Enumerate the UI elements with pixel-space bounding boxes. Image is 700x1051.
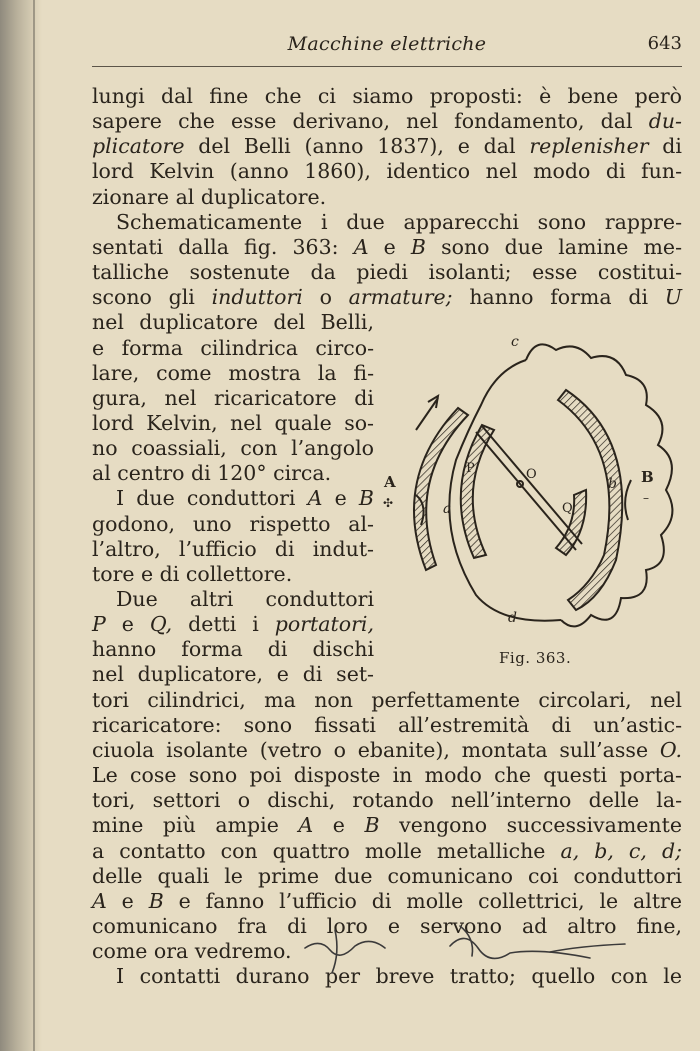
text-run: e forma cilindrica circo- (92, 335, 374, 360)
insulating-rod (476, 432, 576, 550)
text-line (92, 84, 682, 108)
text-run: ricaricatore: sono fissati all’estremità di un’astic- (92, 712, 682, 737)
italic-text: replenisher (529, 134, 649, 159)
text-line (92, 788, 682, 812)
text-run: I contatti durano per breve tratto; quello con le (116, 964, 682, 989)
text-line (92, 185, 682, 209)
small-arrow-A: ✣ (383, 496, 394, 510)
italic-text: B (358, 486, 374, 511)
text-line (92, 537, 374, 561)
text-line (92, 235, 682, 259)
text-run: nel duplicatore, e di set- (92, 662, 374, 687)
italic-text: P (92, 612, 106, 637)
binding-edge (33, 0, 35, 1051)
text-run: detti i (172, 612, 275, 637)
text-line (92, 763, 682, 787)
italic-text: B (148, 888, 164, 913)
text-run: sentati dalla fig. 363: (92, 234, 354, 259)
text-run: e (322, 486, 359, 511)
text-run: tore e di collettore. (92, 561, 293, 586)
figure-caption: Fig. 363. (499, 649, 572, 667)
text-line (92, 662, 374, 686)
text-run: e fanno l’ufficio di molle collettrici, le altre (163, 888, 682, 913)
text-line (92, 159, 682, 183)
text-run: talliche sostenute da piedi isolanti; esse costitui- (92, 260, 682, 285)
carrier-P (461, 425, 494, 558)
label-O: O (526, 467, 537, 482)
running-header (92, 33, 682, 63)
armature-A (414, 408, 468, 570)
small-dash-B: – (643, 491, 649, 505)
figure-363-diagram (376, 330, 696, 640)
label-a: a (443, 501, 452, 517)
text-run: e (105, 612, 150, 637)
italic-text: a, b, c, d; (560, 838, 682, 863)
text-run: di (648, 134, 682, 159)
text-line (92, 210, 682, 234)
italic-text: Q, (149, 612, 173, 637)
text-run: zionare al duplicatore. (92, 184, 327, 209)
text-line (92, 310, 374, 334)
text-run: e (368, 234, 411, 259)
text-run: Le cose sono poi disposte in modo che questi porta- (92, 763, 682, 788)
text-run: del Belli (anno 1837), e dal (184, 134, 530, 159)
spring-b (625, 480, 631, 520)
label-B: B (641, 468, 654, 486)
page-number: 643 (647, 33, 682, 54)
text-run: lord Kelvin (anno 1860), identico nel modo di fun- (92, 159, 682, 184)
text-line (92, 386, 374, 410)
text-line (92, 134, 682, 158)
italic-text: A (307, 486, 323, 511)
text-run: ciuola isolante (vetro o ebanite), montata sull’asse (92, 737, 660, 762)
text-run: sapere che esse derivano, nel fondamento, dal (92, 109, 649, 134)
text-run: l’altro, l’ufficio di indut- (92, 536, 374, 561)
text-line (92, 260, 682, 284)
italic-text: portatori, (274, 612, 374, 637)
text-line (92, 889, 682, 913)
italic-text: B (410, 234, 426, 259)
italic-text: A (353, 234, 369, 259)
running-title: Macchine elettriche (287, 33, 487, 55)
label-A: A (384, 473, 396, 491)
header-rule (92, 66, 682, 67)
italic-text: B (364, 813, 380, 838)
text-line (92, 436, 374, 460)
text-line (92, 486, 374, 510)
text-run: nel duplicatore del Belli, (92, 310, 374, 335)
text-line (92, 713, 682, 737)
label-P: P (466, 461, 475, 476)
text-run: come ora vedremo. (92, 939, 292, 964)
text-run: hanno forma di dischi (92, 637, 374, 662)
text-line (92, 361, 374, 385)
italic-text: plicatore (92, 134, 185, 159)
text-line (92, 637, 374, 661)
text-line (92, 612, 374, 636)
text-line (92, 813, 682, 837)
text-run: delle quali le prime due comunicano coi conduttori (92, 863, 682, 888)
text-run: lungi dal fine che ci siamo proposti: è bene però (92, 84, 682, 108)
text-run: sono due lamine me- (425, 234, 682, 259)
text-run: hanno forma di (452, 285, 665, 310)
italic-text: O. (659, 737, 682, 762)
text-line (92, 411, 374, 435)
text-run: al centro di 120° circa. (92, 461, 332, 486)
text-line (92, 562, 374, 586)
text-line (92, 512, 374, 536)
text-line (92, 738, 682, 762)
text-line (92, 285, 682, 309)
book-gutter-shadow (0, 0, 42, 1051)
label-Q: Q (562, 501, 573, 516)
text-run: lare, come mostra la fi- (92, 360, 374, 385)
text-run: vengono successivamente (379, 813, 683, 838)
text-run: e (313, 813, 365, 838)
label-b: b (608, 476, 617, 492)
text-run: no coassiali, con l’angolo (92, 436, 374, 461)
text-run: tori cilindrici, ma non perfettamente circolari, nel (92, 687, 682, 712)
text-run: I due conduttori (116, 486, 308, 511)
text-run: a contatto con quattro molle metalliche (92, 838, 561, 863)
text-run: Due altri conduttori (116, 587, 374, 611)
italic-text: armature; (348, 285, 453, 310)
text-run: mine più ampie (92, 813, 299, 838)
text-line (92, 688, 682, 712)
text-line (92, 336, 374, 360)
italic-text: du- (648, 109, 682, 134)
text-line (92, 587, 374, 611)
text-run: gura, nel ricaricatore di (92, 385, 374, 410)
text-run: comunicano fra di loro e servono ad altro fine, (92, 913, 682, 938)
text-line (92, 109, 682, 133)
label-c: c (511, 334, 519, 350)
text-run: scono gli (92, 285, 212, 310)
text-run: o (302, 285, 349, 310)
italic-text: A (298, 813, 314, 838)
text-run: Schematicamente i due apparecchi sono rappre- (116, 209, 682, 234)
text-run: tori, settori o dischi, rotando nell’interno delle la- (92, 788, 682, 813)
armature-B (558, 390, 622, 610)
text-line (92, 461, 374, 485)
text-line (92, 864, 682, 888)
text-line (92, 839, 682, 863)
italic-text: U (664, 285, 682, 310)
italic-text: induttori (211, 285, 303, 310)
rotation-arrow (416, 398, 438, 430)
label-d: d (508, 610, 517, 626)
text-run: lord Kelvin, nel quale so- (92, 410, 374, 435)
italic-text: A (92, 888, 107, 913)
text-run: godono, uno rispetto al- (92, 511, 374, 536)
text-run: e (106, 888, 149, 913)
pencil-annotation (300, 918, 640, 978)
